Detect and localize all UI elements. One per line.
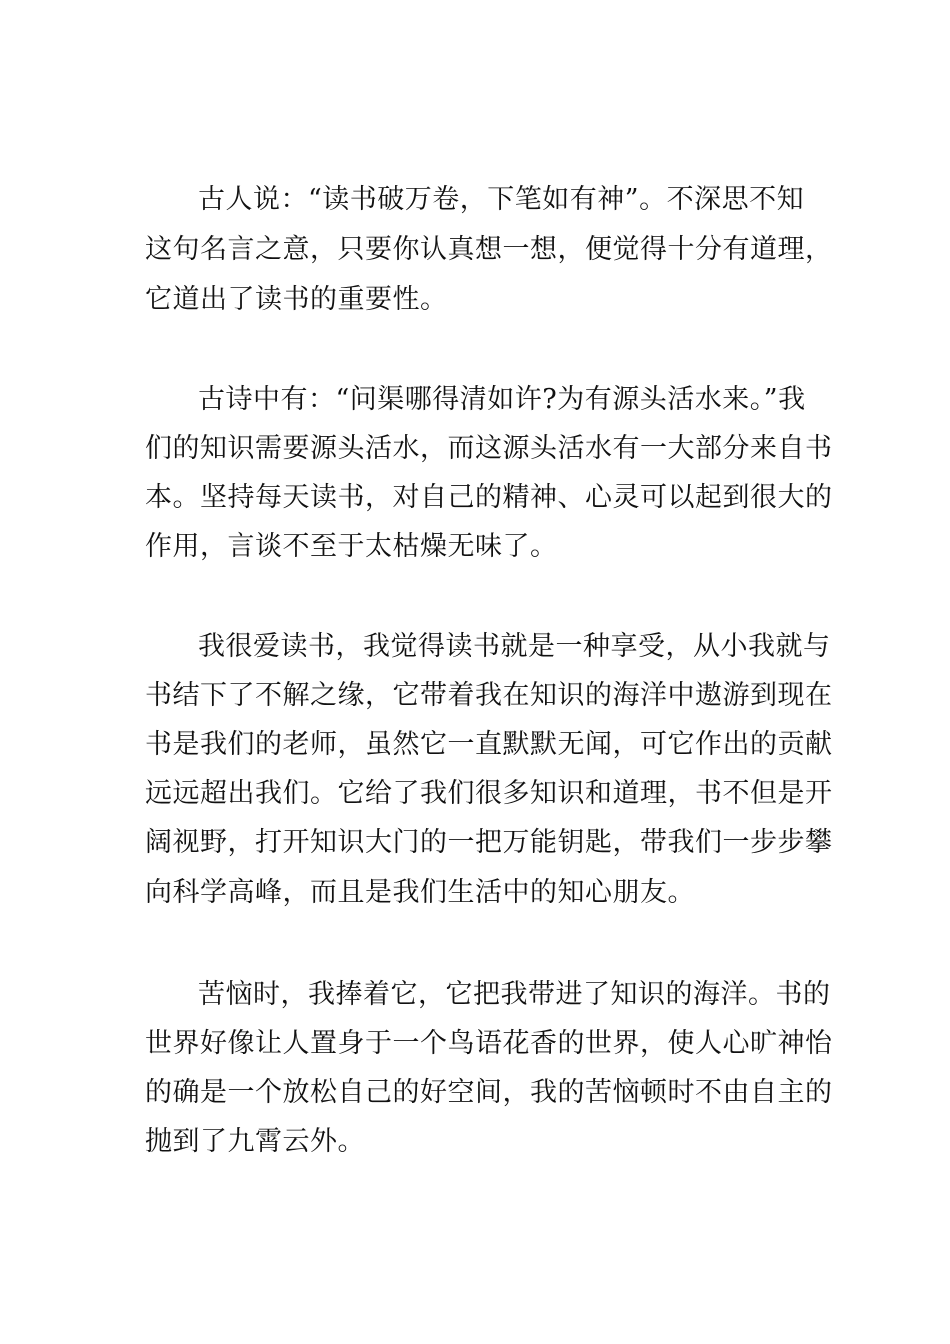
- paragraph-line: 世界好像让人置身于一个鸟语花香的世界，使人心旷神怡: [145, 1028, 833, 1059]
- paragraph-line: 这句名言之意，只要你认真想一想，便觉得十分有道理，: [145, 234, 833, 265]
- paragraph-line: 的确是一个放松自己的好空间，我的苦恼顿时不由自主的: [145, 1077, 833, 1108]
- paragraph-line: 向科学高峰，而且是我们生活中的知心朋友。: [145, 877, 695, 908]
- paragraph-line: 它道出了读书的重要性。: [145, 284, 448, 315]
- paragraph-line: 抛到了九霄云外。: [145, 1126, 365, 1157]
- paragraph-line: 书结下了不解之缘，它带着我在知识的海洋中遨游到现在: [145, 680, 833, 711]
- paragraph-line: 阔视野，打开知识大门的一把万能钥匙，带我们一步步攀: [145, 827, 833, 858]
- paragraph-line: 们的知识需要源头活水，而这源头活水有一大部分来自书: [145, 433, 833, 464]
- paragraph-line: 古诗中有：“问渠哪得清如许?为有源头活水来。”我: [198, 384, 806, 415]
- paragraph-line: 作用，言谈不至于太枯燥无味了。: [145, 531, 558, 562]
- paragraph-line: 书是我们的老师，虽然它一直默默无闻，可它作出的贡献: [145, 729, 833, 760]
- paragraph-line: 苦恼时，我捧着它，它把我带进了知识的海洋。书的: [198, 979, 831, 1010]
- paragraph-line: 远远超出我们。它给了我们很多知识和道理，书不但是开: [145, 778, 833, 809]
- paragraph-line: 古人说：“读书破万卷，下笔如有神”。不深思不知: [198, 184, 805, 215]
- paragraph-line: 我很爱读书，我觉得读书就是一种享受，从小我就与: [198, 631, 831, 662]
- paragraph-line: 本。坚持每天读书，对自己的精神、心灵可以起到很大的: [145, 482, 833, 513]
